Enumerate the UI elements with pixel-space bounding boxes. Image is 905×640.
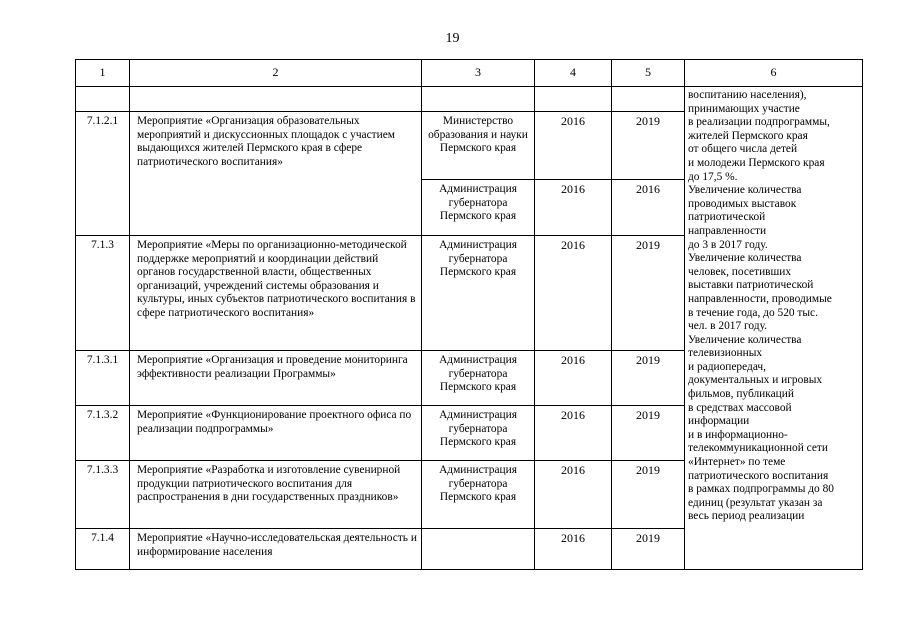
cell-empty — [612, 87, 685, 112]
header-row — [76, 60, 863, 87]
result-text — [688, 89, 860, 559]
row-start-year: 2016 — [535, 236, 612, 351]
header-col-6: 6 — [685, 60, 863, 87]
row-executor: Администрация губернатора Пермского края — [422, 180, 535, 236]
result-line: жителей Пермского края — [688, 129, 808, 142]
row-name: Мероприятие «Организация и проведение мониторинга эффективности реализации Программы» — [130, 351, 422, 406]
cell-empty — [76, 87, 130, 112]
result-line: человек, посетивших — [688, 265, 792, 278]
result-line: чел. в 2017 году. — [688, 320, 767, 333]
row-end-year: 2019 — [612, 529, 685, 570]
result-line: воспитанию населения), — [688, 89, 807, 101]
row-number: 7.1.3.1 — [76, 351, 130, 406]
row-name: Мероприятие «Научно-исследовательская деятельность и информирование населения — [130, 529, 422, 570]
result-line: патриотического воспитания — [688, 469, 829, 482]
header-col-1: 1 — [76, 60, 130, 87]
result-line: до 3 в 2017 году. — [688, 238, 768, 251]
activities-table — [75, 59, 863, 570]
result-line: в средствах массовой — [688, 401, 792, 414]
row-start-year: 2016 — [535, 529, 612, 570]
result-line: принимающих участие — [688, 102, 800, 115]
result-line: в рамках подпрограммы до 80 — [688, 483, 834, 496]
result-line: направленности — [688, 224, 767, 237]
result-line: и в информационно- — [688, 428, 788, 441]
row-executor: Администрация губернатора Пермского края — [422, 461, 535, 529]
row-name: Мероприятие «Разработка и изготовление сувенирной продукции патриотического воспитания для распространения в дни государственных праздников» — [130, 461, 422, 529]
row-end-year: 2019 — [612, 112, 685, 180]
cell-empty — [535, 87, 612, 112]
result-line: телекоммуникационной сети — [688, 442, 828, 455]
row-executor — [422, 529, 535, 570]
result-line: проводимых выставок — [688, 197, 797, 210]
row-name: Мероприятие «Функционирование проектного офиса по реализации подпрограммы» — [130, 406, 422, 461]
result-line: направленности, проводимые — [688, 292, 832, 305]
header-col-4: 4 — [535, 60, 612, 87]
row-start-year: 2016 — [535, 180, 612, 236]
result-line: выставки патриотической — [688, 279, 814, 292]
row-start-year: 2016 — [535, 406, 612, 461]
result-line: «Интернет» по теме — [688, 456, 786, 469]
header-col-5: 5 — [612, 60, 685, 87]
row-executor: Администрация губернатора Пермского края — [422, 236, 535, 351]
row-start-year: 2016 — [535, 112, 612, 180]
cell-empty — [130, 87, 422, 112]
result-cell — [685, 87, 863, 570]
table-row-continuation — [76, 87, 863, 112]
result-line: телевизионных — [688, 347, 763, 360]
row-number: 7.1.3.2 — [76, 406, 130, 461]
result-line: Увеличение количества — [688, 184, 802, 197]
row-end-year: 2019 — [612, 461, 685, 529]
result-line: фильмов, публикаций — [688, 388, 794, 401]
row-executor: Администрация губернатора Пермского края — [422, 351, 535, 406]
row-end-year: 2019 — [612, 236, 685, 351]
result-line: Увеличение количества — [688, 333, 802, 346]
header-col-2: 2 — [130, 60, 422, 87]
header-col-3: 3 — [422, 60, 535, 87]
row-executor: Министерство образования и науки Пермского края — [422, 112, 535, 180]
result-line: до 17,5 %. — [688, 170, 738, 183]
cell-empty — [422, 87, 535, 112]
result-line: от общего числа детей — [688, 143, 798, 156]
page-number: 19 — [445, 31, 460, 46]
result-line: и молодежи Пермского края — [688, 156, 825, 169]
result-line: в реализации подпрограммы, — [688, 116, 830, 129]
row-number: 7.1.3.3 — [76, 461, 130, 529]
row-end-year: 2019 — [612, 351, 685, 406]
row-name: Мероприятие «Организация образовательных мероприятий и дискуссионных площадок с участием выдающихся жителей Пермского края в сфере патриотического воспитания» — [130, 112, 422, 236]
result-line: единиц (результат указан за — [688, 496, 823, 509]
result-line: патриотической — [688, 211, 766, 224]
row-number: 7.1.2.1 — [76, 112, 130, 236]
row-number: 7.1.4 — [76, 529, 130, 570]
result-line: документальных и игровых — [688, 374, 823, 387]
row-executor: Администрация губернатора Пермского края — [422, 406, 535, 461]
result-line: Увеличение количества — [688, 252, 802, 265]
result-line: и радиопередач, — [688, 360, 767, 373]
row-number: 7.1.3 — [76, 236, 130, 351]
result-line: весь период реализации — [688, 510, 805, 523]
row-name: Мероприятие «Меры по организационно-методической поддержке мероприятий и координации действий органов государственной власти, общественных организаций, учреждений системы образования и культуры, иных субъектов патриотического воспитания в сфере патриотического воспитания» — [130, 236, 422, 351]
result-line: в течение года, до 520 тыс. — [688, 306, 818, 319]
row-end-year: 2016 — [612, 180, 685, 236]
row-start-year: 2016 — [535, 461, 612, 529]
row-end-year: 2019 — [612, 406, 685, 461]
result-line: информации — [688, 415, 750, 428]
row-start-year: 2016 — [535, 351, 612, 406]
